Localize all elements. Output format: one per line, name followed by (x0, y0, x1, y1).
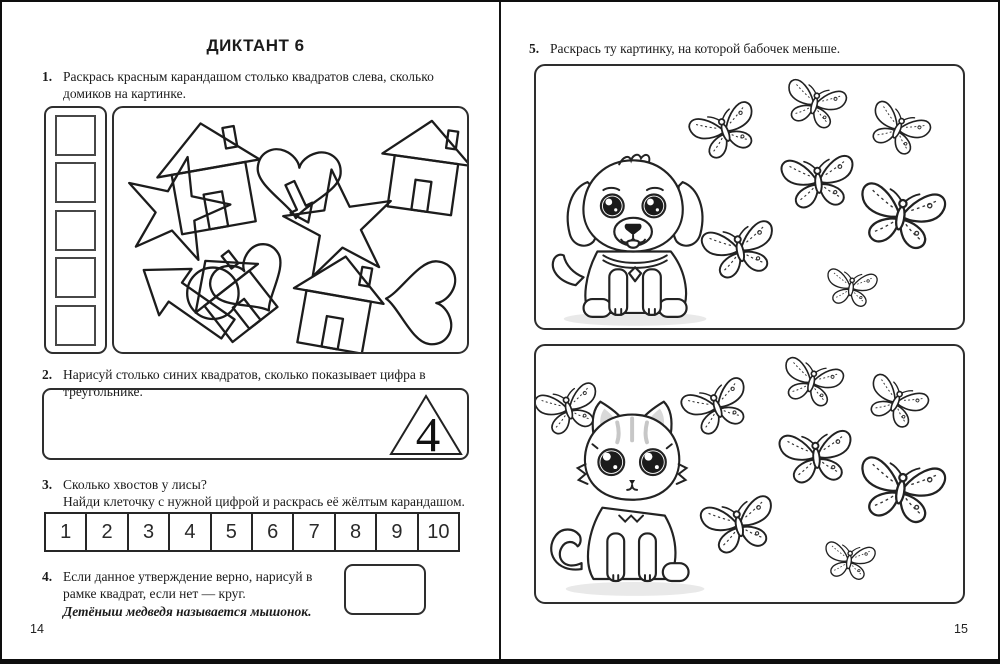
number-cell: 3 (129, 514, 170, 550)
task-2-text: Нарисуй столько синих квадратов, сколько показывает цифра в треугольнике. (63, 367, 426, 400)
triangle-digit: 4 (415, 407, 441, 457)
number-strip (44, 512, 460, 552)
color-square (55, 162, 96, 203)
color-square (55, 305, 96, 346)
task-4-number: 4. (42, 569, 53, 584)
task-2-number: 2. (42, 367, 53, 382)
butterfly-icon (855, 182, 947, 252)
number-cell: 1 (46, 514, 87, 550)
butterfly-icon (779, 430, 854, 484)
shapes-picture (114, 108, 467, 352)
squares-panel (44, 106, 107, 354)
heart-shape (382, 257, 456, 346)
butterfly-icon (781, 155, 856, 209)
butterfly-icon (699, 495, 779, 557)
task-5-text: Раскрась ту картинку, на которой бабочек меньше. (550, 41, 841, 56)
page-title: ДИКТАНТ 6 (206, 36, 305, 55)
color-square (55, 257, 96, 298)
number-cell: 9 (377, 514, 418, 550)
kitten-drawing (551, 402, 704, 596)
task-5 (529, 40, 969, 57)
butterfly-icon (861, 372, 931, 433)
task-4-text: Если данное утверждение верно, нарисуй в рамке квадрат, если нет — круг. (63, 569, 313, 602)
number-cell: 7 (294, 514, 335, 550)
butterfly-icon (824, 268, 878, 308)
color-square (55, 210, 96, 251)
number-cell: 10 (427, 520, 450, 543)
task-3-line2: Найди клеточку с нужной цифрой и раскрась её жёлтым карандашом. (63, 494, 465, 510)
task-1-number: 1. (42, 69, 53, 84)
task-1 (42, 68, 469, 103)
arrow-shape (279, 178, 319, 228)
butterfly-icon (855, 456, 947, 526)
butterfly-icon (822, 541, 876, 581)
puppy-drawing (553, 155, 707, 326)
number-cell: 4 (170, 514, 211, 550)
picture-puppy (534, 64, 965, 330)
task-5-number: 5. (529, 41, 540, 56)
number-cell: 2 (87, 514, 128, 550)
shapes-picture-frame (112, 106, 469, 354)
task-4 (42, 568, 342, 620)
task-3-line1: Сколько хвостов у лисы? (63, 477, 207, 492)
page-number-left: 14 (30, 622, 44, 636)
number-cell: 5 (212, 514, 253, 550)
butterfly-icon (679, 376, 755, 439)
butterfly-icon (863, 99, 933, 160)
task-3 (42, 476, 469, 511)
page-number-right: 15 (954, 622, 968, 636)
triangle-with-digit (388, 393, 464, 457)
color-square (55, 115, 96, 156)
task-1-text: Раскрась красным карандашом столько квадратов слева, сколько домиков на картинке. (63, 69, 434, 102)
butterfly-icon (778, 356, 845, 409)
answer-box (344, 564, 426, 615)
task-4-statement: Детёныш медведя называется мышонок. (63, 603, 312, 619)
house-shape (149, 114, 270, 236)
heart-shape (204, 238, 302, 331)
task-3-number: 3. (42, 477, 53, 492)
number-cell: 8 (336, 514, 377, 550)
page-divider (499, 2, 501, 659)
butterfly-icon (687, 100, 763, 163)
drawing-box (42, 388, 469, 460)
butterfly-icon (700, 220, 780, 282)
picture-kitten (534, 344, 965, 604)
number-cell: 6 (253, 514, 294, 550)
butterfly-icon (781, 78, 848, 131)
